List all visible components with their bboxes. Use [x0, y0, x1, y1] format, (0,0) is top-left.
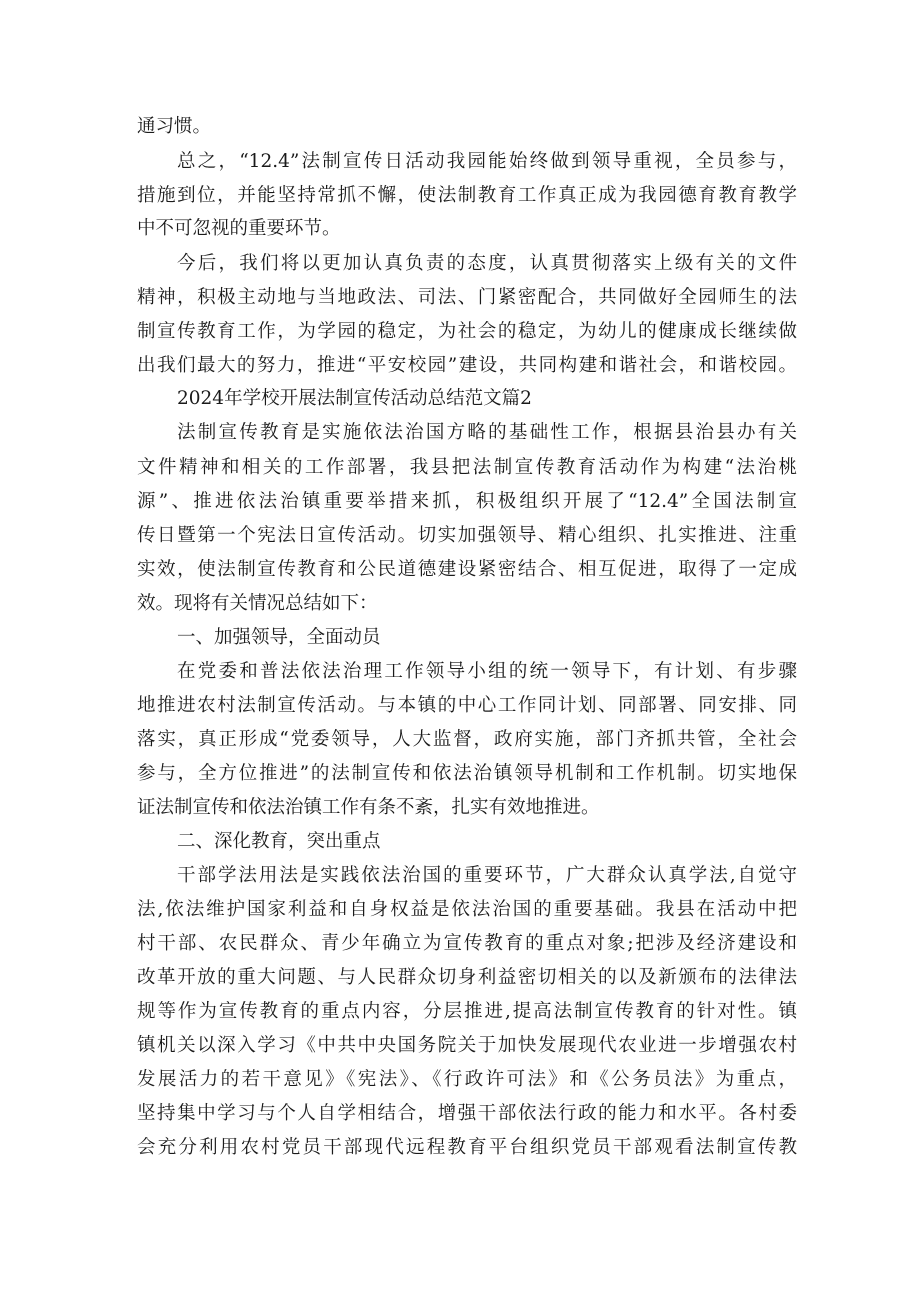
section-heading: 2024年学校开展法制宣传活动总结范文篇2	[177, 388, 532, 409]
text-line: 措施到位，并能坚持常抓不懈，使法制教育工作真正成为我园德育教育教学	[137, 185, 797, 206]
text-line: 落实，真正形成“党委领导，人大监督，政府实施，部门齐抓共管，全社会	[137, 729, 797, 750]
section-heading: 二、深化教育，突出重点	[177, 831, 381, 852]
text-line: 法制宣传教育是实施依法治国方略的基础性工作，根据县治县办有关	[177, 422, 797, 443]
text-line: 证法制宣传和依法治镇工作有条不紊，扎实有效地推进。	[137, 797, 600, 818]
text-line: 坚持集中学习与个人自学相结合，增强干部依法行政的能力和水平。各村委	[137, 1103, 797, 1124]
text-line: 实效，使法制宣传教育和公民道德建设紧密结合、相互促进，取得了一定成	[137, 559, 797, 580]
text-line: 精神，积极主动地与当地政法、司法、门紧密配合，共同做好全园师生的法	[137, 287, 797, 308]
text-line: 镇机关以深入学习《中共中央国务院关于加快发展现代农业进一步增强农村	[137, 1035, 797, 1056]
text-line: 文件精神和相关的工作部署，我县把法制宣传教育活动作为构建“法治桃	[137, 457, 797, 478]
text-line: 中不可忽视的重要环节。	[137, 218, 341, 239]
text-line: 源”、推进依法治镇重要举措来抓，积极组织开展了“12.4”全国法制宣	[137, 491, 797, 512]
text-line: 地推进农村法制宣传活动。与本镇的中心工作同计划、同部署、同安排、同	[137, 695, 797, 716]
text-line: 在党委和普法依法治理工作领导小组的统一领导下，有计划、有步骤	[177, 661, 797, 682]
text-line: 村干部、农民群众、青少年确立为宣传教育的重点对象;把涉及经济建设和	[137, 933, 797, 954]
text-line: 今后，我们将以更加认真负责的态度，认真贯彻落实上级有关的文件	[177, 253, 797, 274]
text-line: 效。现将有关情况总结如下：	[137, 593, 378, 614]
text-line: 通习惯。	[137, 116, 212, 137]
text-line: 制宣传教育工作，为学园的稳定，为社会的稳定，为幼儿的健康成长继续做	[137, 321, 797, 342]
text-line: 改革开放的重大问题、与人民群众切身利益密切相关的以及新颁布的法律法	[137, 967, 797, 988]
section-heading: 一、加强领导，全面动员	[177, 627, 381, 648]
text-line: 传日暨第一个宪法日宣传活动。切实加强领导、精心组织、扎实推进、注重	[137, 525, 797, 546]
text-line: 出我们最大的努力，推进“平安校园”建设，共同构建和谐社会，和谐校园。	[137, 355, 797, 376]
text-line: 法,依法维护国家利益和自身权益是依法治国的重要基础。我县在活动中把	[137, 899, 797, 920]
text-line: 发展活力的若干意见》《宪法》、《行政许可法》和《公务员法》为重点，	[137, 1069, 797, 1090]
text-line: 规等作为宣传教育的重点内容，分层推进,提高法制宣传教育的针对性。镇	[137, 1001, 797, 1022]
text-line: 会充分利用农村党员干部现代远程教育平台组织党员干部观看法制宣传教	[137, 1137, 797, 1158]
text-line: 总之，“12.4”法制宣传日活动我园能始终做到领导重视，全员参与，	[177, 151, 798, 172]
text-line: 参与，全方位推进”的法制宣传和依法治镇领导机制和工作机制。切实地保	[137, 763, 797, 784]
text-line: 干部学法用法是实践依法治国的重要环节，广大群众认真学法,自觉守	[177, 865, 797, 886]
